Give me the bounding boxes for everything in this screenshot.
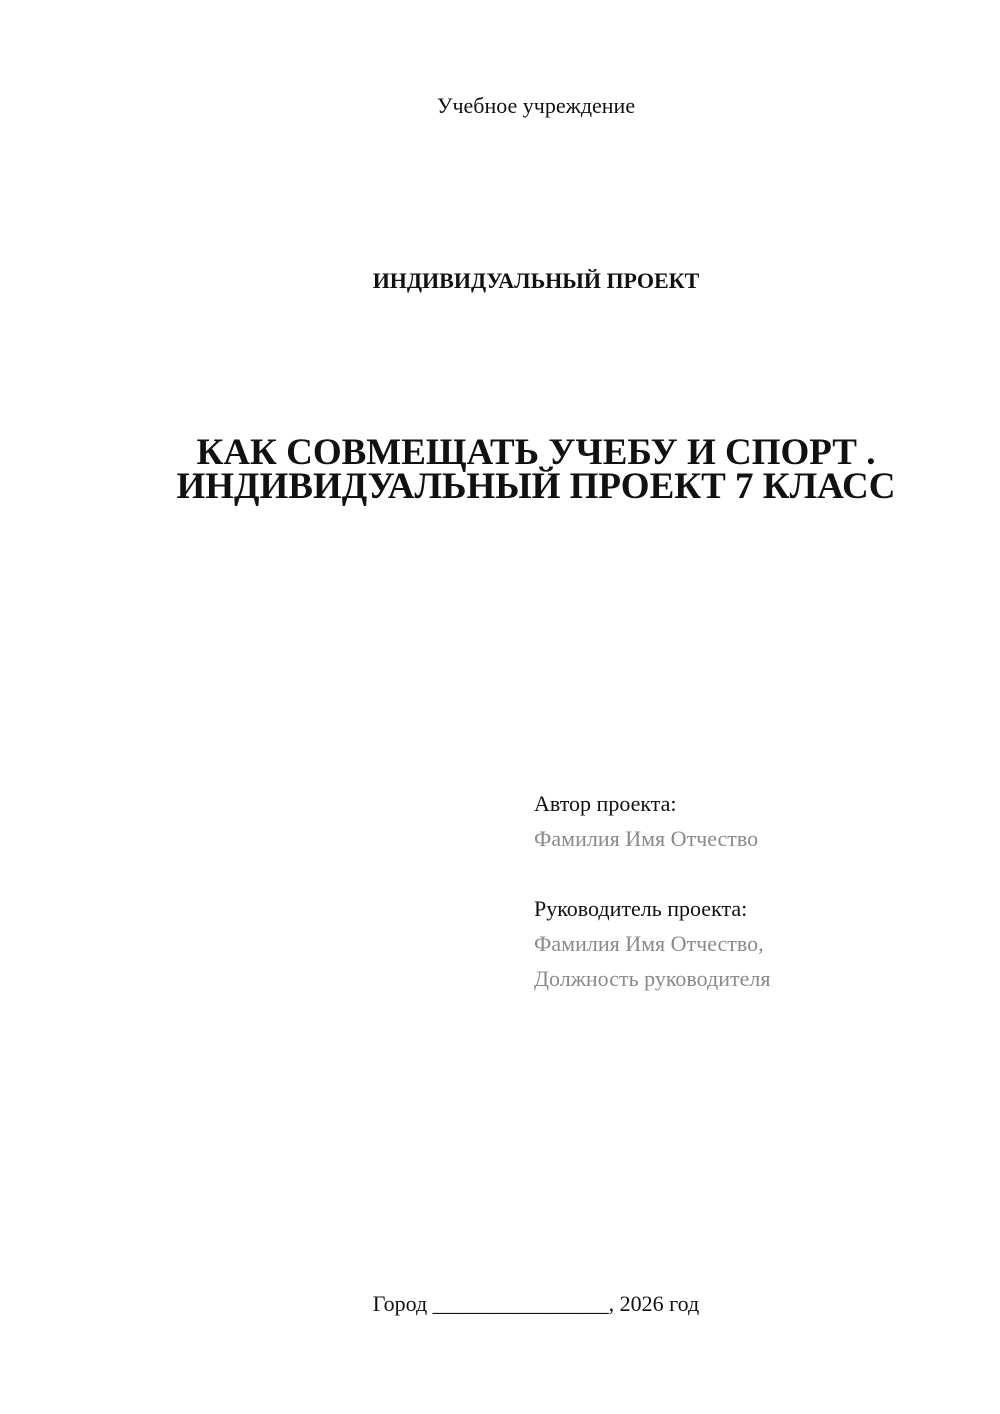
author-label: Автор проекта: (534, 791, 677, 816)
city-year-line: Город ________________, 2026 год (372, 1291, 700, 1316)
author-name: Фамилия Имя Отчество (534, 826, 759, 851)
document-type: ИНДИВИДУАЛЬНЫЙ ПРОЕКТ (372, 268, 700, 293)
supervisor-name: Фамилия Имя Отчество, (534, 931, 764, 956)
institution-name: Учебное учреждение (436, 93, 636, 118)
supervisor-position: Должность руководителя (534, 966, 771, 991)
project-title-line-1: КАК СОВМЕЩАТЬ УЧЕБУ И СПОРТ . (196, 432, 876, 473)
info-spacer (534, 856, 974, 891)
supervisor-label: Руководитель проекта: (534, 896, 748, 921)
project-title (0, 432, 1000, 507)
project-title-line-2: ИНДИВИДУАЛЬНЫЙ ПРОЕКТ 7 КЛАСС (176, 466, 896, 507)
project-info-block (534, 786, 974, 996)
